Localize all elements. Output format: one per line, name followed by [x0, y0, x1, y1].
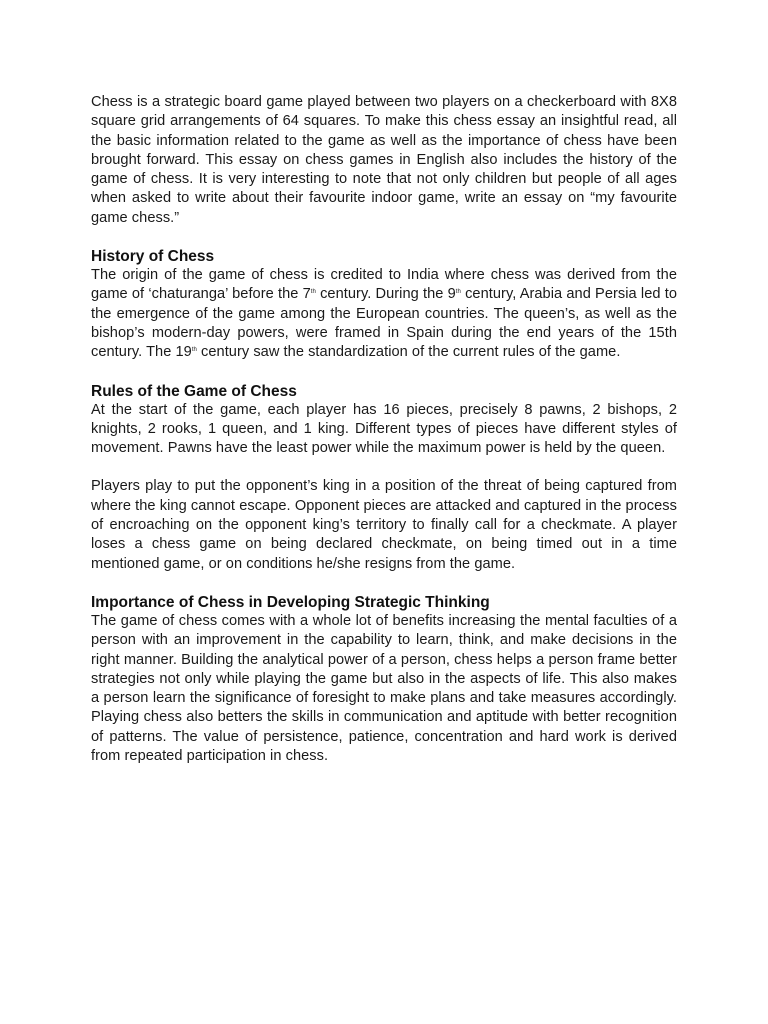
- history-text-part-1: The origin of the game of chess is credited to India where chess was derived from the game of ‘chaturanga’ before the 7: [91, 267, 677, 303]
- history-text-part-4: century saw the standardization of the current rules of the game.: [196, 344, 621, 361]
- history-heading: History of Chess: [91, 248, 215, 266]
- ordinal-suffix: th: [191, 347, 197, 354]
- importance-heading: Importance of Chess in Developing Strategic Thinking: [91, 593, 490, 611]
- ordinal-suffix: th: [455, 289, 461, 296]
- rules-heading: Rules of the Game of Chess: [91, 382, 297, 400]
- rules-paragraph-1: At the start of the game, each player has 16 pieces, precisely 8 pawns, 2 bishops, 2 knights, 2 rooks, 1 queen, and 1 king. Different types of pieces have different styles of movement. Pawns have the least power while the maximum power is held by the queen.: [91, 401, 677, 457]
- intro-paragraph: Chess is a strategic board game played between two players on a checkerboard with 8X8 square grid arrangements of 64 squares. To make this chess essay an insightful read, all the basic information related to the game as well as the importance of chess have been brought forward. This essay on chess games in English also includes the history of the game of chess. It is very interesting to note that not only children but people of all ages when asked to write about their favourite indoor game, write an essay on “my favourite game chess.”: [91, 94, 677, 226]
- rules-paragraph-2: Players play to put the opponent’s king in a position of the threat of being captured from where the king cannot escape. Opponent pieces are attacked and captured in the process of encroaching on the opponent king’s territory to finally call for a checkmate. A player loses a chess game on being declared checkmate, on being timed out in a time mentioned game, or on conditions he/she resigns from the game.: [91, 478, 677, 572]
- document-page: [91, 93, 677, 766]
- ordinal-suffix: th: [310, 289, 316, 296]
- history-paragraph: [91, 266, 677, 362]
- history-text-part-2: century. During the 9: [315, 286, 456, 303]
- importance-paragraph: The game of chess comes with a whole lot of benefits increasing the mental faculties of a person with an improvement in the capability to learn, think, and make decisions in the right manner. Building the analytical power of a person, chess helps a person frame better strategies not only while playing the game but also in the aspects of life. This also makes a person learn the significance of foresight to make plans and take measures accordingly. Playing chess also betters the skills in communication and aptitude with better recognition of patterns. The value of persistence, patience, concentration and hard work is derived from repeated participation in chess.: [91, 612, 677, 765]
- history-text-part-3: century, Arabia and Persia led to the emergence of the game among the European countries. The queen’s, as well as the bishop’s modern-day powers, were framed in Spain during the end years of the 15th century. The 19: [91, 286, 677, 361]
